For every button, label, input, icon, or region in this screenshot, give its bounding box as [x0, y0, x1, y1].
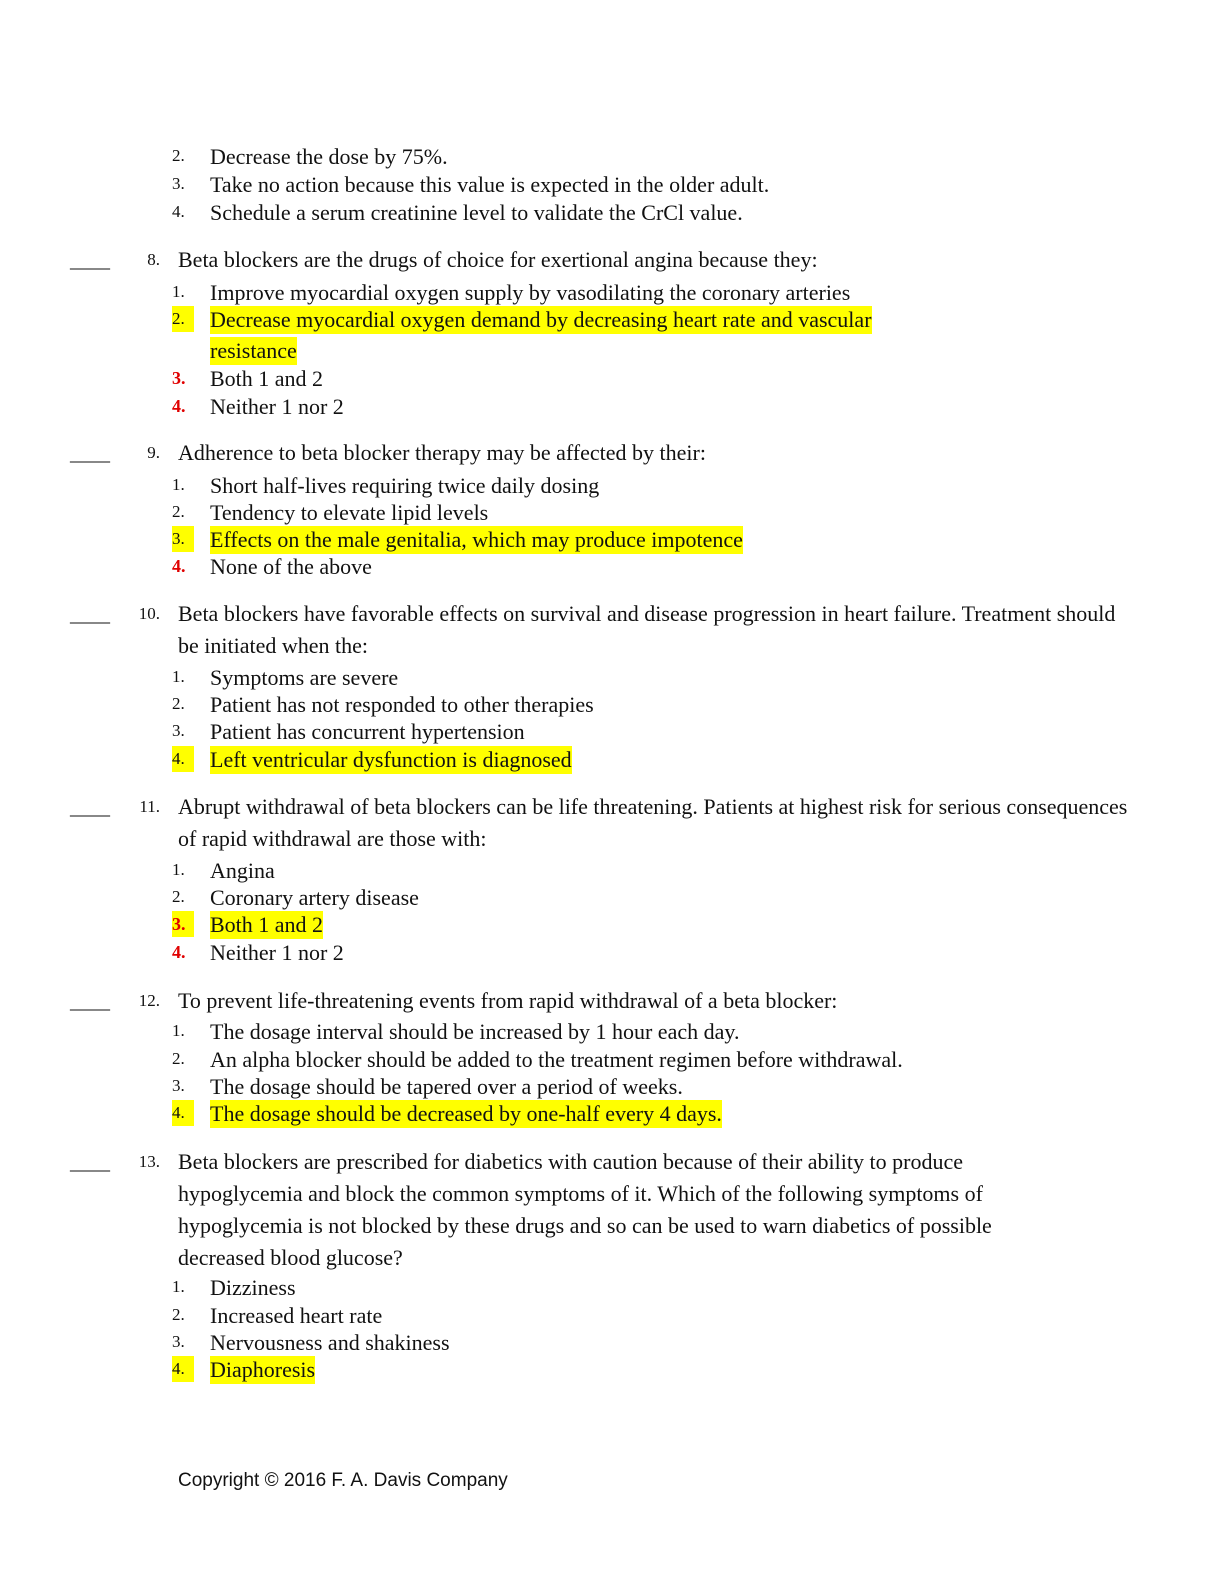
question-stem: Abrupt withdrawal of beta blockers can be life threatening. Patients at highest risk for serious consequences of rapid withdrawal are those with: — [178, 794, 1128, 851]
question-stem: Beta blockers have favorable effects on survival and disease progression in heart failure. Treatment should be initiated when the: — [178, 601, 1116, 658]
option-number: 1. — [172, 667, 185, 686]
option-number: 3. — [172, 911, 194, 937]
question-number: 10. — [138, 604, 160, 623]
answer-blank[interactable]: ____ — [70, 1152, 110, 1174]
answer-blank[interactable]: ____ — [70, 797, 110, 819]
question-stem: Adherence to beta blocker therapy may be affected by their: — [178, 440, 706, 465]
question-stem: Beta blockers are prescribed for diabetics with caution because of their ability to produce hypoglycemia and block the common symptoms of it. Which of the following symptoms of hypoglycemia is not blocked by these drugs and so can be used to warn diabetics of possible decreased blood glucose? — [178, 1149, 992, 1270]
option-text: Patient has not responded to other therapies — [210, 692, 594, 717]
question-number: 13. — [138, 1152, 160, 1171]
option-number: 4. — [172, 1100, 194, 1126]
option-item-highlighted — [172, 1100, 1072, 1128]
option-text-continued: resistance — [210, 338, 297, 363]
option-number: 1. — [172, 1021, 185, 1040]
option-text: Coronary artery disease — [210, 885, 419, 910]
option-item — [172, 1073, 1072, 1101]
option-text: Improve myocardial oxygen supply by vasodilating the coronary arteries — [210, 280, 851, 305]
option-item-highlighted — [172, 911, 1072, 939]
option-text: The dosage interval should be increased by 1 hour each day. — [210, 1019, 740, 1044]
answer-blank[interactable]: ____ — [70, 250, 110, 272]
question-number: 9. — [147, 443, 160, 462]
option-text: Angina — [210, 858, 275, 883]
option-number: 3. — [172, 1076, 185, 1095]
option-number: 2. — [172, 146, 185, 165]
option-text: The dosage should be tapered over a period of weeks. — [210, 1074, 683, 1099]
copyright-footer: Copyright © 2016 F. A. Davis Company — [178, 1470, 508, 1491]
option-item — [172, 1046, 1072, 1074]
option-text: Tendency to elevate lipid levels — [210, 500, 489, 525]
option-number: 3. — [172, 526, 194, 552]
option-text: Decrease the dose by 75%. — [210, 144, 448, 169]
option-number: 1. — [172, 860, 185, 879]
option-item — [172, 1274, 1072, 1302]
option-text: Neither 1 nor 2 — [210, 940, 344, 965]
answer-blank[interactable]: ____ — [70, 991, 110, 1013]
option-number: 1. — [172, 282, 185, 301]
option-item — [172, 171, 1072, 199]
option-item-highlighted — [172, 306, 1072, 334]
option-text: The dosage should be decreased by one-half every 4 days. — [210, 1101, 722, 1126]
option-text: Patient has concurrent hypertension — [210, 719, 525, 744]
answer-blank[interactable]: ____ — [70, 443, 110, 465]
option-text: Schedule a serum creatinine level to validate the CrCl value. — [210, 200, 743, 225]
option-item — [172, 884, 1072, 912]
option-item — [172, 199, 1072, 227]
option-item — [172, 393, 1072, 421]
option-item — [172, 939, 1072, 967]
option-number: 3. — [172, 721, 185, 740]
option-text: Neither 1 nor 2 — [210, 394, 344, 419]
option-item — [172, 365, 1072, 393]
option-item — [172, 664, 1072, 692]
option-item — [172, 1329, 1072, 1357]
option-number: 2. — [172, 1305, 185, 1324]
option-number: 4. — [172, 746, 194, 772]
option-number: 2. — [172, 502, 185, 521]
option-item — [172, 718, 1072, 746]
option-number: 2. — [172, 1049, 185, 1068]
option-item — [172, 857, 1072, 885]
question-stem: To prevent life-threatening events from rapid withdrawal of a beta blocker: — [178, 988, 838, 1013]
option-number: 4. — [172, 556, 186, 576]
question-number: 8. — [147, 250, 160, 269]
option-text: Both 1 and 2 — [210, 366, 324, 391]
option-text: None of the above — [210, 554, 372, 579]
option-number: 3. — [172, 174, 185, 193]
option-item — [172, 691, 1072, 719]
option-number: 2. — [172, 887, 185, 906]
option-number: 4. — [172, 202, 185, 221]
question-stem: Beta blockers are the drugs of choice for exertional angina because they: — [178, 247, 818, 272]
option-text: Left ventricular dysfunction is diagnosed — [210, 747, 572, 772]
option-number: 1. — [172, 1277, 185, 1296]
question-number: 12. — [138, 991, 160, 1010]
option-number: 4. — [172, 942, 186, 962]
option-item-highlighted — [172, 746, 1072, 774]
option-text: Decrease myocardial oxygen demand by decreasing heart rate and vascular — [210, 307, 872, 332]
option-item — [172, 279, 1072, 307]
option-number: 4. — [172, 396, 186, 416]
option-number: 1. — [172, 475, 185, 494]
option-text: Take no action because this value is expected in the older adult. — [210, 172, 770, 197]
question-number: 11. — [139, 797, 160, 816]
option-item — [172, 472, 1072, 500]
option-text: Nervousness and shakiness — [210, 1330, 450, 1355]
option-item — [172, 553, 1072, 581]
option-number: 4. — [172, 1356, 194, 1382]
option-item-highlighted — [172, 526, 1072, 554]
option-item-continuation — [172, 337, 1072, 365]
option-item — [172, 1302, 1072, 1330]
option-text: Diaphoresis — [210, 1357, 316, 1382]
answer-blank[interactable]: ____ — [70, 604, 110, 626]
option-item — [172, 499, 1072, 527]
option-number: 3. — [172, 368, 186, 388]
option-text: Effects on the male genitalia, which may produce impotence — [210, 527, 743, 552]
option-number: 2. — [172, 694, 185, 713]
option-text: Dizziness — [210, 1275, 296, 1300]
option-item — [172, 143, 1072, 171]
option-number: 3. — [172, 1332, 185, 1351]
option-number: 2. — [172, 306, 194, 332]
option-text: Short half-lives requiring twice daily dosing — [210, 473, 600, 498]
option-text: Both 1 and 2 — [210, 912, 324, 937]
option-text: An alpha blocker should be added to the treatment regimen before withdrawal. — [210, 1047, 903, 1072]
option-text: Symptoms are severe — [210, 665, 399, 690]
option-item — [172, 1018, 1072, 1046]
option-text: Increased heart rate — [210, 1303, 383, 1328]
option-item-highlighted — [172, 1356, 1072, 1384]
